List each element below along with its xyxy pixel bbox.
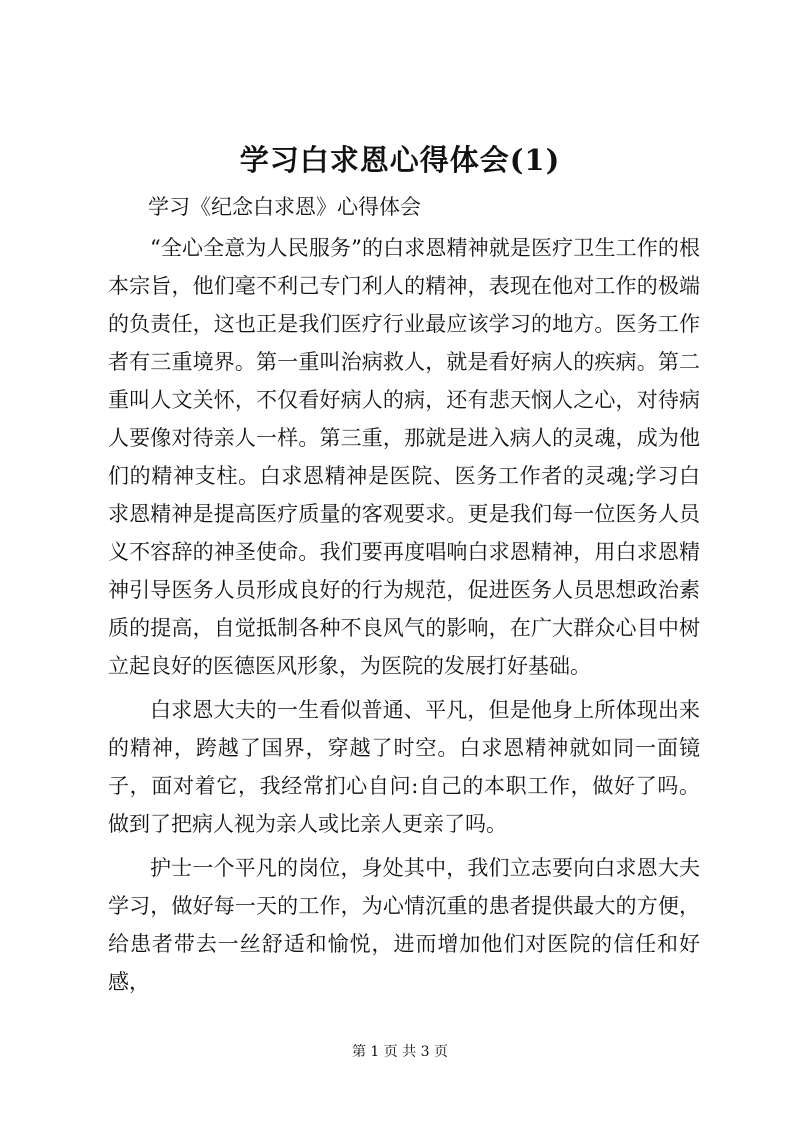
document-subtitle: 学习《纪念白求恩》心得体会 <box>148 195 421 219</box>
document-body <box>108 229 700 1001</box>
paragraph-3: 护士一个平凡的岗位，身处其中，我们立志要向白求恩大夫学习，做好每一天的工作，为心情沉重的患者提供最大的方便，给患者带去一丝舒适和愉悦，进而增加他们对医院的信任和好感， <box>108 856 700 994</box>
paragraph-1: “全心全意为人民服务”的白求恩精神就是医疗卫生工作的根本宗旨，他们毫不利己专门利人的精神，表现在他对工作的极端的负责任，这也正是我们医疗行业最应该学习的地方。医务工作者有三重境界。第一重叫治病救人，就是看好病人的疾病。第二重叫人文关怀，不仅看好病人的病，还有悲天悯人之心，对待病人要像对待亲人一样。第三重，那就是进入病人的灵魂，成为他们的精神支柱。白求恩精神是医院、医务工作者的灵魂;学习白求恩精神是提高医疗质量的客观要求。更是我们每一位医务人员义不容辞的神圣使命。我们要再度唱响白求恩精神，用白求恩精神引导医务人员形成良好的行为规范，促进医务人员思想政治素质的提高，自觉抵制各种不良风气的影响，在广大群众心目中树立起良好的医德医风形象，为医院的发展打好基础。 <box>108 236 700 678</box>
paragraph-2: 白求恩大夫的一生看似普通、平凡，但是他身上所体现出来的精神，跨越了国界，穿越了时空。白求恩精神就如同一面镜子，面对着它，我经常扪心自问:自己的本职工作，做好了吗。做到了把病人视为亲人或比亲人更亲了吗。 <box>108 698 700 836</box>
page-footer: 第 1 页 共 3 页 <box>351 1044 449 1060</box>
document-title: 学习白求恩心得体会(1) <box>239 143 561 177</box>
